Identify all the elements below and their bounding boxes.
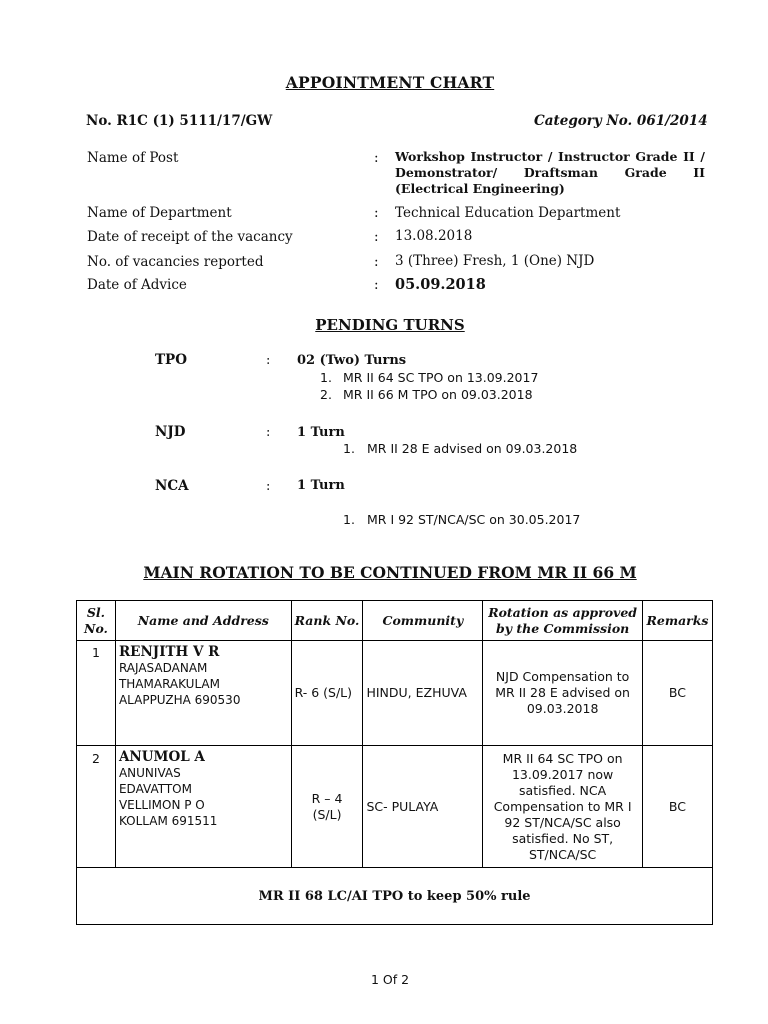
- cell-name-address: [115, 746, 291, 868]
- detail-label-post: Name of Post: [87, 150, 179, 166]
- pending-turns-heading: PENDING TURNS: [315, 316, 465, 334]
- pending-value-njd: 1 Turn: [297, 425, 345, 440]
- pending-item-number: 1.: [343, 441, 355, 456]
- pending-item-tpo-2: MR II 66 M TPO on 09.03.2018: [343, 387, 533, 402]
- cell-remarks: BC: [642, 746, 712, 868]
- cell-community: SC- PULAYA: [363, 746, 483, 868]
- detail-label-department: Name of Department: [87, 205, 232, 221]
- detail-colon: :: [374, 254, 379, 270]
- detail-value-department: Technical Education Department: [395, 205, 621, 221]
- col-header-remarks: Remarks: [642, 601, 712, 641]
- pending-colon: :: [266, 425, 271, 440]
- detail-value-vacancies: 3 (Three) Fresh, 1 (One) NJD: [395, 253, 595, 269]
- cell-sl-no: 1: [77, 641, 116, 746]
- cell-rotation: NJD Compensation to MR II 28 E advised on 09.03.2018: [483, 641, 643, 746]
- page-number: 1 Of 2: [370, 972, 410, 987]
- category-number: Category No. 061/2014: [534, 113, 708, 129]
- pending-item-number: 1.: [320, 370, 332, 385]
- pending-item-number: 1.: [343, 512, 355, 527]
- candidate-name: ANUMOL A: [118, 749, 205, 765]
- table-footer-row: [77, 868, 713, 925]
- col-header-rank: Rank No.: [291, 601, 363, 641]
- cell-name-address: [115, 641, 291, 746]
- detail-value-post: Workshop Instructor / Instructor Grade II / Demonstrator/ Draftsman Grade II (Electrical Engineering): [395, 149, 705, 196]
- page-title: APPOINTMENT CHART: [285, 73, 495, 92]
- main-rotation-heading: MAIN ROTATION TO BE CONTINUED FROM MR II 66 M: [143, 563, 637, 582]
- pending-label-nca: NCA: [155, 478, 189, 494]
- cell-sl-no: 2: [77, 746, 116, 868]
- detail-colon: :: [374, 229, 379, 245]
- address-line: KOLLAM 691511: [118, 814, 218, 828]
- cell-community: HINDU, EZHUVA: [363, 641, 483, 746]
- pending-item-nca-1: MR I 92 ST/NCA/SC on 30.05.2017: [367, 512, 581, 527]
- detail-label-vacancies: No. of vacancies reported: [87, 254, 264, 270]
- col-header-name-address: Name and Address: [115, 601, 291, 641]
- detail-value-receipt-date: 13.08.2018: [395, 228, 473, 244]
- pending-item-njd-1: MR II 28 E advised on 09.03.2018: [367, 441, 578, 456]
- pending-item-tpo-1: MR II 64 SC TPO on 13.09.2017: [343, 370, 539, 385]
- col-header-community: Community: [363, 601, 483, 641]
- cell-rank: R- 6 (S/L): [291, 641, 363, 746]
- address-line: VELLIMON P O: [118, 798, 205, 812]
- pending-item-number: 2.: [320, 387, 332, 402]
- footer-note: MR II 68 LC/AI TPO to keep 50% rule: [77, 868, 713, 925]
- pending-value-tpo: 02 (Two) Turns: [297, 353, 407, 368]
- pending-colon: :: [266, 353, 271, 368]
- pending-label-njd: NJD: [155, 424, 186, 440]
- col-header-rotation: Rotation as approved by the Commission: [483, 601, 643, 641]
- cell-remarks: BC: [642, 641, 712, 746]
- address-line: RAJASADANAM: [118, 661, 208, 675]
- col-header-sl-no: Sl. No.: [77, 601, 116, 641]
- address-line: ALAPPUZHA 690530: [118, 693, 241, 707]
- address-line: EDAVATTOM: [118, 782, 192, 796]
- rotation-table: [76, 600, 713, 925]
- detail-label-receipt-date: Date of receipt of the vacancy: [87, 229, 293, 245]
- pending-label-tpo: TPO: [155, 352, 187, 368]
- table-header-row: [77, 601, 713, 641]
- detail-colon: :: [374, 277, 379, 293]
- detail-value-advice-date: 05.09.2018: [395, 276, 486, 293]
- pending-value-nca: 1 Turn: [297, 478, 345, 493]
- pending-colon: :: [266, 479, 271, 494]
- address-line: ANUNIVAS: [118, 766, 181, 780]
- detail-label-advice-date: Date of Advice: [87, 277, 187, 293]
- table-row: [77, 641, 713, 746]
- detail-colon: :: [374, 150, 379, 166]
- cell-rotation: MR II 64 SC TPO on 13.09.2017 now satisfied. NCA Compensation to MR I 92 ST/NCA/SC also satisfied. No ST, ST/NCA/SC: [483, 746, 643, 868]
- cell-rank: R – 4 (S/L): [291, 746, 363, 868]
- reference-number: No. R1C (1) 5111/17/GW: [86, 113, 273, 129]
- address-line: THAMARAKULAM: [118, 677, 220, 691]
- detail-colon: :: [374, 205, 379, 221]
- table-row: [77, 746, 713, 868]
- candidate-name: RENJITH V R: [118, 644, 220, 660]
